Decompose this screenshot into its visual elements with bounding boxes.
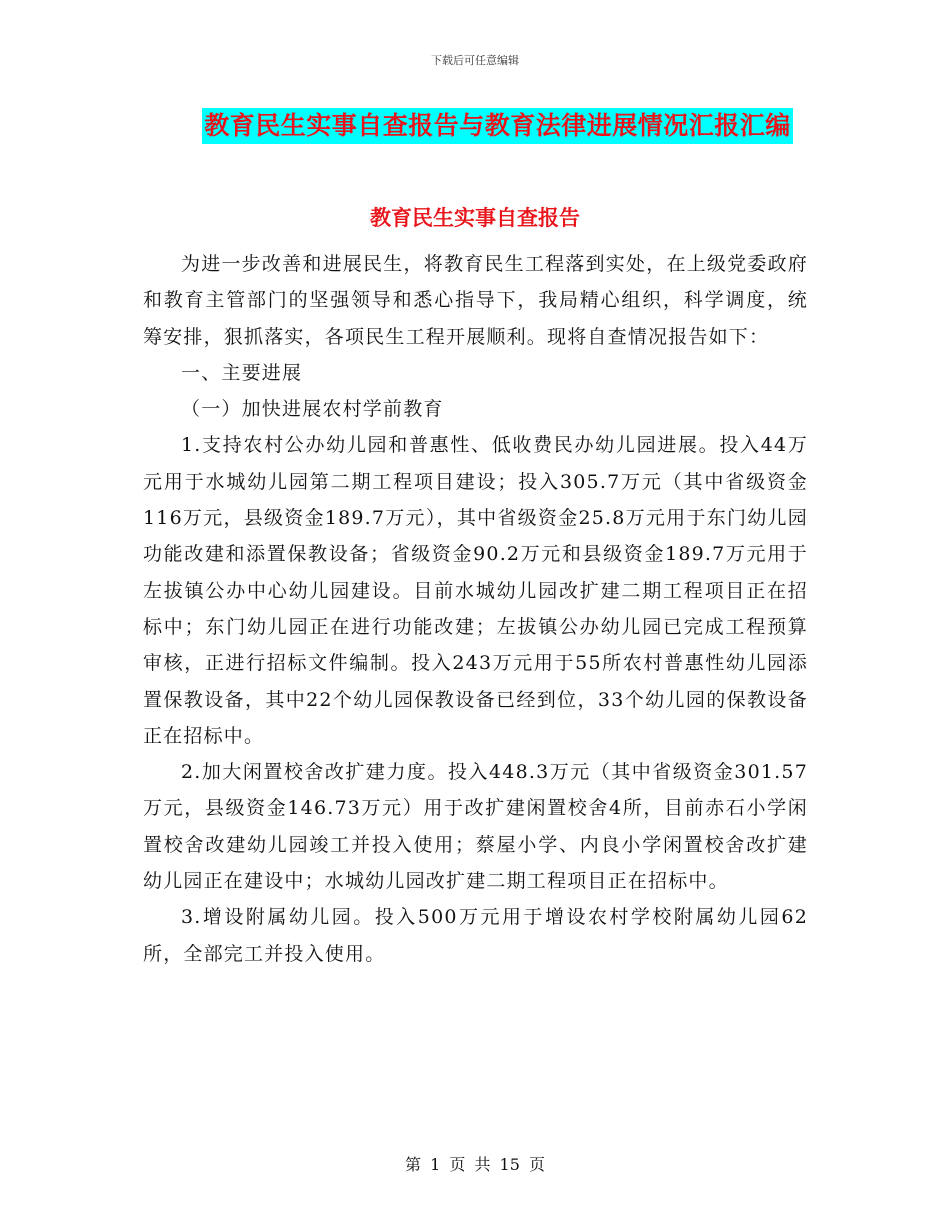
heading-main-progress: 一、主要进展 [181,361,303,384]
paragraph-item-2: 2.加大闲置校舍改扩建力度。投入448.3万元（其中省级资金301.57万元，县级资金146.73万元）用于改扩建闲置校舍4所，目前赤石小学闲置校舍改建幼儿园竣工并投入使用；蔡屋小学、内良小学闲置校舍改扩建幼儿园正在建设中；水城幼儿园改扩建二期工程项目正在招标中。 [143,761,808,893]
main-title-container [0,108,950,144]
paragraph-item-1: 1.支持农村公办幼儿园和普惠性、低收费民办幼儿园进展。投入44万元用于水城幼儿园第二期工程项目建设；投入305.7万元（其中省级资金116万元，县级资金189.7万元），其中省级资金25.8万元用于东门幼儿园功能改建和添置保教设备；省级资金90.2万元和县级资金189.7万元用于左拔镇公办中心幼儿园建设。目前水城幼儿园改扩建二期工程项目正在招标中；东门幼儿园正在进行功能改建；左拔镇公办幼儿园已完成工程预算审核，正进行招标文件编制。投入243万元用于55所农村普惠性幼儿园添置保教设备，其中22个幼儿园保教设备已经到位，33个幼儿园的保教设备正在招标中。 [143,434,808,747]
subheading-preschool: （一）加快进展农村学前教育 [181,398,444,421]
paragraph-item-3: 3.增设附属幼儿园。投入500万元用于增设农村学校附属幼儿园62所，全部完工并投入使用。 [143,906,808,965]
page-footer: 第 1 页 共 15 页 [405,1155,545,1174]
paragraph-intro: 为进一步改善和进展民生，将教育民生工程落到实处，在上级党委政府和教育主管部门的坚强领导和悉心指导下，我局精心组织，科学调度，统筹安排，狠抓落实，各项民生工程开展顺利。现将自查情况报告如下： [143,253,808,348]
main-title: 教育民生实事自查报告与教育法律进展情况汇报汇编 [202,108,793,144]
document-body [143,246,808,972]
page-header-note: 下载后可任意编辑 [431,54,519,67]
section-title: 教育民生实事自查报告 [370,205,580,230]
